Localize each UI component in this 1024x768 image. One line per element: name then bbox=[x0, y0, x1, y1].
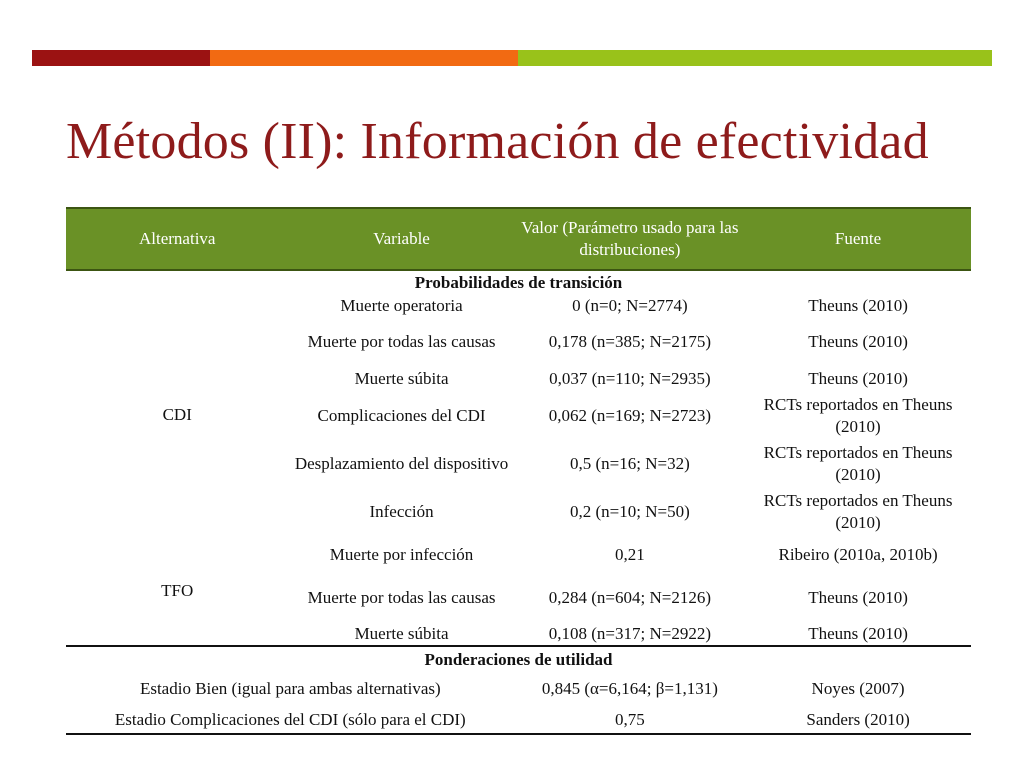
variable-cell: Infección bbox=[369, 502, 434, 521]
alternative-tfo: TFO bbox=[161, 580, 194, 600]
source-cell: Sanders (2010) bbox=[745, 706, 971, 734]
value-cell: 0 (n=0; N=2774) bbox=[572, 296, 688, 315]
source-cell: Theuns (2010) bbox=[808, 588, 908, 607]
variable-cell: Muerte súbita bbox=[354, 623, 449, 643]
value-cell: 0,178 (n=385; N=2175) bbox=[548, 332, 711, 351]
source-cell: Theuns (2010) bbox=[808, 369, 908, 388]
source-cell: Noyes (2007) bbox=[811, 679, 905, 698]
value-cell: 0,037 (n=110; N=2935) bbox=[549, 369, 711, 388]
source-cell: Theuns (2010) bbox=[808, 623, 908, 643]
variable-cell: Muerte por todas las causas bbox=[307, 588, 496, 607]
color-bar-orange bbox=[210, 50, 518, 66]
section-transition-title: Probabilidades de transición bbox=[414, 272, 623, 292]
value-cell: 0,21 bbox=[615, 545, 645, 564]
header-alternativa: Alternativa bbox=[66, 208, 288, 270]
value-cell: 0,2 (n=10; N=50) bbox=[570, 502, 690, 521]
value-cell: 0,108 (n=317; N=2922) bbox=[548, 623, 711, 643]
source-cell: Theuns (2010) bbox=[808, 332, 908, 351]
variable-cell: Complicaciones del CDI bbox=[317, 406, 486, 425]
color-bar-green bbox=[518, 50, 992, 66]
table-row bbox=[66, 672, 971, 706]
value-cell: 0,845 (α=6,164; β=1,131) bbox=[541, 679, 718, 698]
variable-cell: Muerte por todas las causas bbox=[307, 332, 496, 351]
table-row bbox=[66, 294, 971, 318]
source-cell: RCTs reportados en Theuns (2010) bbox=[763, 491, 953, 532]
source-cell: RCTs reportados en Theuns (2010) bbox=[763, 443, 953, 484]
variable-cell: Muerte súbita bbox=[354, 369, 449, 388]
table-row bbox=[66, 706, 971, 734]
state-cell: Estadio Complicaciones del CDI (sólo para el CDI) bbox=[66, 706, 515, 734]
variable-cell: Muerte operatoria bbox=[340, 296, 463, 315]
source-cell: Ribeiro (2010a, 2010b) bbox=[778, 545, 938, 564]
value-cell: 0,062 (n=169; N=2723) bbox=[548, 406, 711, 425]
variable-cell: Muerte por infección bbox=[329, 545, 474, 564]
source-cell: Theuns (2010) bbox=[808, 296, 908, 315]
top-color-bar bbox=[32, 50, 992, 66]
color-bar-red bbox=[32, 50, 210, 66]
source-cell: RCTs reportados en Theuns (2010) bbox=[763, 395, 953, 436]
value-cell: 0,284 (n=604; N=2126) bbox=[548, 588, 711, 607]
effectiveness-table bbox=[66, 207, 971, 735]
section-row bbox=[66, 270, 971, 294]
value-cell: 0,5 (n=16; N=32) bbox=[570, 454, 690, 473]
table-row bbox=[66, 536, 971, 574]
value-cell: 0,75 bbox=[515, 706, 746, 734]
alternative-cdi: CDI bbox=[162, 405, 192, 424]
section-utility-title: Ponderaciones de utilidad bbox=[66, 646, 971, 672]
header-fuente: Fuente bbox=[745, 208, 971, 270]
variable-cell: Desplazamiento del dispositivo bbox=[294, 454, 509, 473]
header-variable: Variable bbox=[288, 208, 514, 270]
section-row bbox=[66, 646, 971, 672]
header-valor: Valor (Parámetro usado para las distribuciones) bbox=[515, 208, 746, 270]
slide-title: Métodos (II): Información de efectividad bbox=[66, 113, 929, 170]
header-row bbox=[66, 208, 971, 270]
state-cell: Estadio Bien (igual para ambas alternativas) bbox=[139, 679, 441, 698]
